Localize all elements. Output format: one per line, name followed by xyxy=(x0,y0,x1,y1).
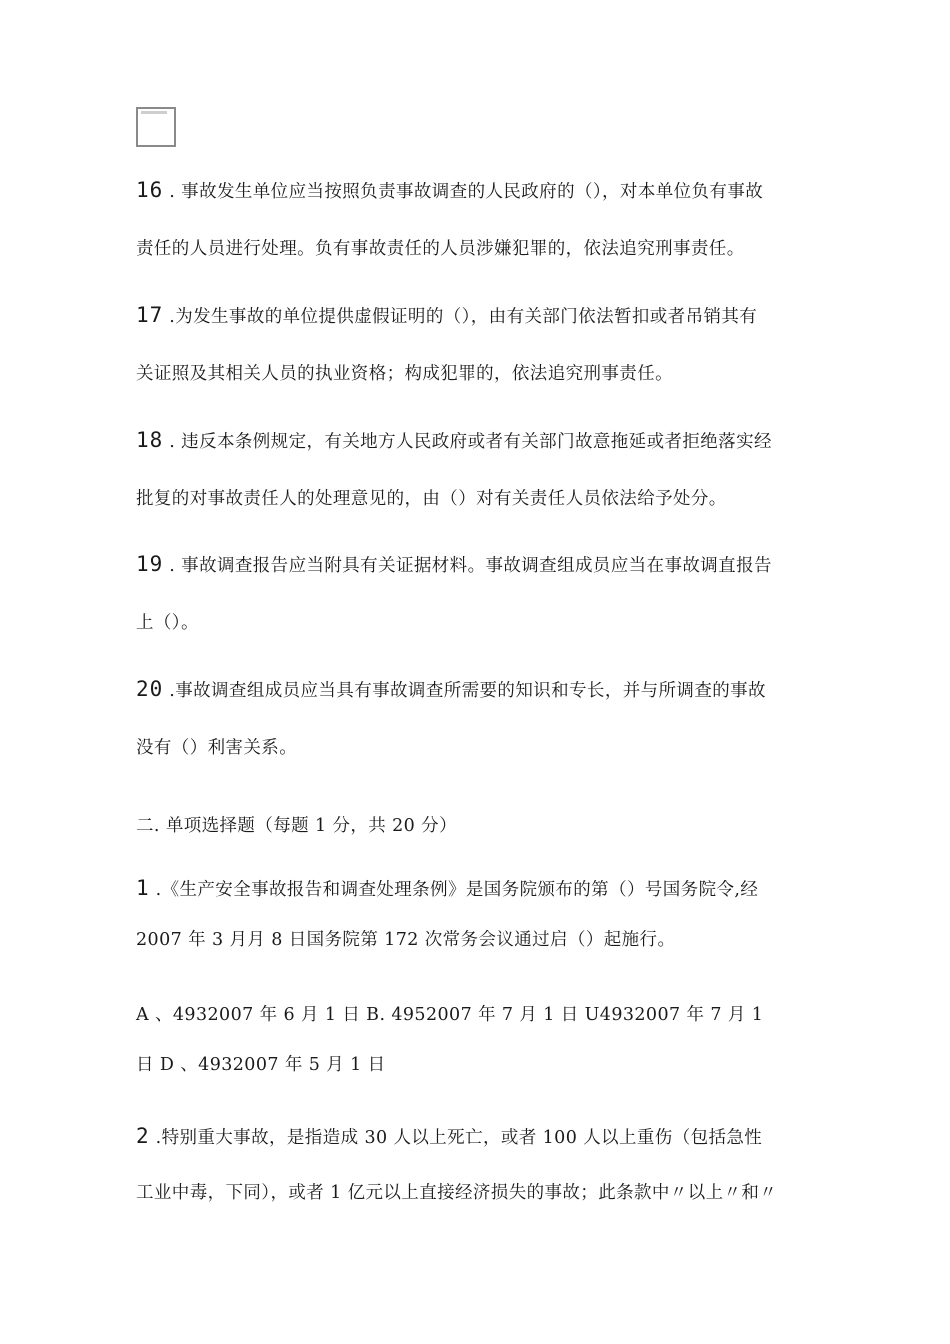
question-16-line-2: 责任的人员进行处理。负有事故责任的人员涉嫌犯罪的，依法追究刑事责任。 xyxy=(136,239,745,259)
mc-question-2-text-1: .特别重大事故，是指造成 30 人以上死亡，或者 100 人以上重伤（包括急性 xyxy=(149,1128,763,1148)
question-20-line-1 xyxy=(136,677,766,702)
question-19-line-2: 上（）。 xyxy=(136,613,199,633)
question-20-line-2: 没有（）利害关系。 xyxy=(136,738,298,758)
logo-mark xyxy=(141,111,167,114)
section-2-heading: 二. 单项选择题（每题 1 分，共 20 分） xyxy=(136,816,457,836)
question-19-text-1: . 事故调查报告应当附具有关证据材料。事故调查组成员应当在事故调直报告 xyxy=(163,556,772,576)
mc-question-1-options-line-1: A 、4932007 年 6 月 1 日 B. 4952007 年 7 月 1 日 U4932007 年 7 月 1 xyxy=(136,1005,764,1025)
question-18-text-1: . 违反本条例规定，有关地方人民政府或者有关部门故意拖延或者拒绝落实经 xyxy=(163,432,772,452)
mc-question-1-options-line-2: 日 D 、4932007 年 5 月 1 日 xyxy=(136,1055,386,1075)
mc-question-2-number: 2 xyxy=(136,1124,150,1148)
question-18-line-2: 批复的对事故责任人的处理意见的，由（）对有关责任人员依法给予处分。 xyxy=(136,489,727,509)
mc-question-2-line-2: 工业中毒，下同），或者 1 亿元以上直接经济损失的事故；此条款中〃以上〃和〃 xyxy=(136,1183,778,1203)
question-17-number: 17 xyxy=(136,303,164,327)
question-16-number: 16 xyxy=(136,178,164,202)
document-logo-box xyxy=(136,107,176,147)
mc-question-1-number: 1 xyxy=(136,876,150,900)
question-19-number: 19 xyxy=(136,552,164,576)
mc-question-1-line-2: 2007 年 3 月月 8 日国务院第 172 次常务会议通过启（）起施行。 xyxy=(136,930,676,950)
mc-question-1-text-1: .《生产安全事故报告和调查处理条例》是国务院颁布的第（）号国务院令,经 xyxy=(149,880,759,900)
mc-question-1-line-1 xyxy=(136,876,758,901)
question-20-text-1: .事故调查组成员应当具有事故调查所需要的知识和专长，并与所调查的事故 xyxy=(163,681,766,701)
question-17-text-1: .为发生事故的单位提供虚假证明的（），由有关部门依法暂扣或者吊销其有 xyxy=(163,307,758,327)
question-18-number: 18 xyxy=(136,428,164,452)
question-16-line-1 xyxy=(136,178,763,203)
question-20-number: 20 xyxy=(136,677,164,701)
question-17-line-2: 关证照及其相关人员的执业资格；构成犯罪的，依法追究刑事责任。 xyxy=(136,364,673,384)
question-19-line-1 xyxy=(136,552,772,577)
mc-question-2-line-1 xyxy=(136,1124,762,1149)
question-18-line-1 xyxy=(136,428,772,453)
question-16-text-1: . 事故发生单位应当按照负责事故调查的人民政府的（），对本单位负有事故 xyxy=(163,182,764,202)
question-17-line-1 xyxy=(136,303,757,328)
